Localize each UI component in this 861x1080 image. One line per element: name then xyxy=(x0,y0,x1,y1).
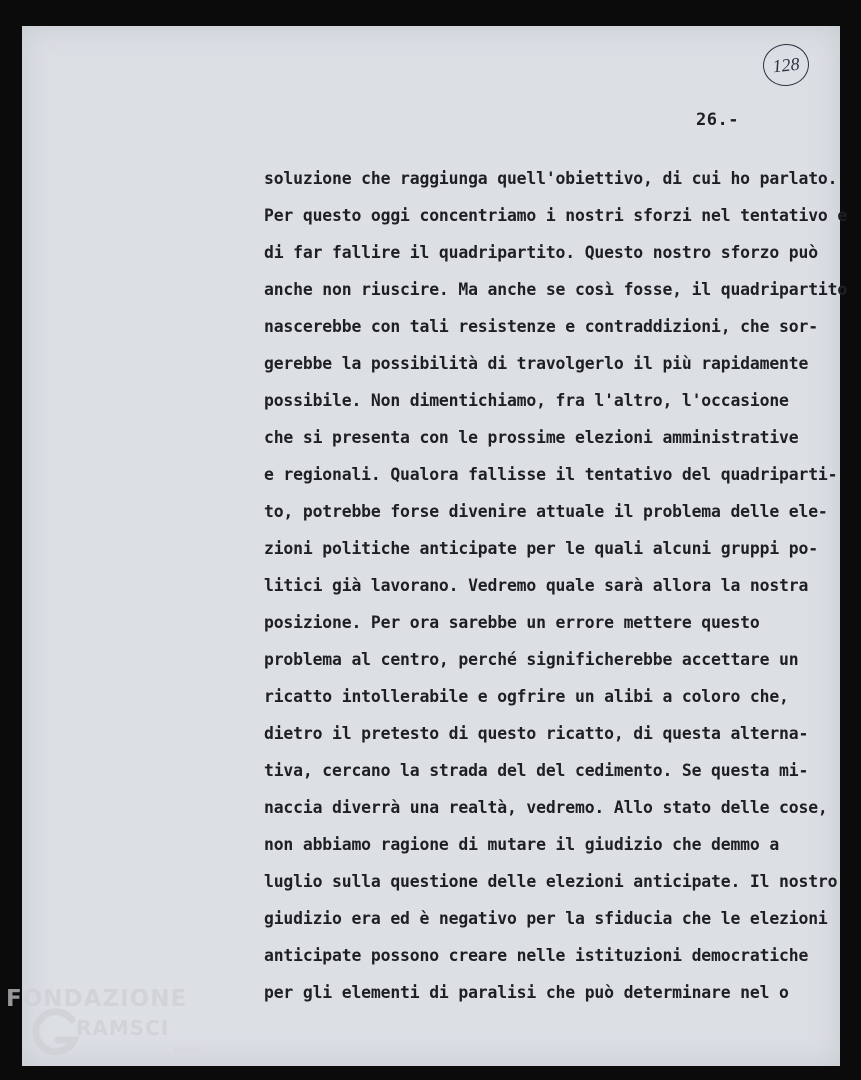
text-line: tiva, cercano la strada del del cedimento. Se questa mi- xyxy=(264,761,809,780)
text-line: che si presenta con le prossime elezioni amministrative xyxy=(264,428,799,447)
page-number: 26.- xyxy=(696,110,739,130)
watermark-line1: FONDAZIONE xyxy=(6,986,188,1012)
text-line: dietro il pretesto di questo ricatto, di questa alterna- xyxy=(264,724,809,743)
text-line: ricatto intollerabile e ogfrire un alibi a coloro che, xyxy=(264,687,789,706)
text-line: anticipate possono creare nelle istituzioni democratiche xyxy=(264,946,809,965)
text-line: zioni politiche anticipate per le quali alcuni gruppi po- xyxy=(264,539,818,558)
text-line: per gli elementi di paralisi che può determinare nel o xyxy=(264,983,789,1002)
text-line: litici già lavorano. Vedremo quale sarà allora la nostra xyxy=(264,576,809,595)
text-line: nascerebbe con tali resistenze e contraddizioni, che sor- xyxy=(264,317,818,336)
text-line: luglio sulla questione delle elezioni anticipate. Il nostro xyxy=(264,872,838,891)
watermark-sub: onlus xyxy=(174,1045,201,1056)
text-line: di far fallire il quadripartito. Questo nostro sforzo può xyxy=(264,243,818,262)
text-line: giudizio era ed è negativo per la sfiducia che le elezioni xyxy=(264,909,828,928)
show-through-ghost-text xyxy=(44,436,64,510)
fondazione-gramsci-watermark xyxy=(6,986,216,1066)
text-line: soluzione che raggiunga quell'obiettivo, di cui ho parlato. xyxy=(264,169,838,188)
text-line: posizione. Per ora sarebbe un errore mettere questo xyxy=(264,613,760,632)
text-line: e regionali. Qualora fallisse il tentativo del quadriparti- xyxy=(264,465,838,484)
text-line: naccia diverrà una realtà, vedremo. Allo stato delle cose, xyxy=(264,798,828,817)
text-line: possibile. Non dimentichiamo, fra l'altro, l'occasione xyxy=(264,391,789,410)
text-line: problema al centro, perché significherebbe accettare un xyxy=(264,650,799,669)
text-line: to, potrebbe forse divenire attuale il problema delle ele- xyxy=(264,502,828,521)
watermark-line2: RAMSCI xyxy=(76,1016,170,1040)
typed-text-body xyxy=(264,166,860,1017)
text-line: non abbiamo ragione di mutare il giudizio che demmo a xyxy=(264,835,780,854)
text-line: Per questo oggi concentriamo i nostri sforzi nel tentativo e xyxy=(264,206,848,225)
text-line: anche non riuscire. Ma anche se così fosse, il quadripartito xyxy=(264,280,848,299)
text-line: gerebbe la possibilità di travolgerlo il più rapidamente xyxy=(264,354,809,373)
archive-number: 128 xyxy=(771,53,801,76)
g-logo-icon xyxy=(32,1008,80,1058)
